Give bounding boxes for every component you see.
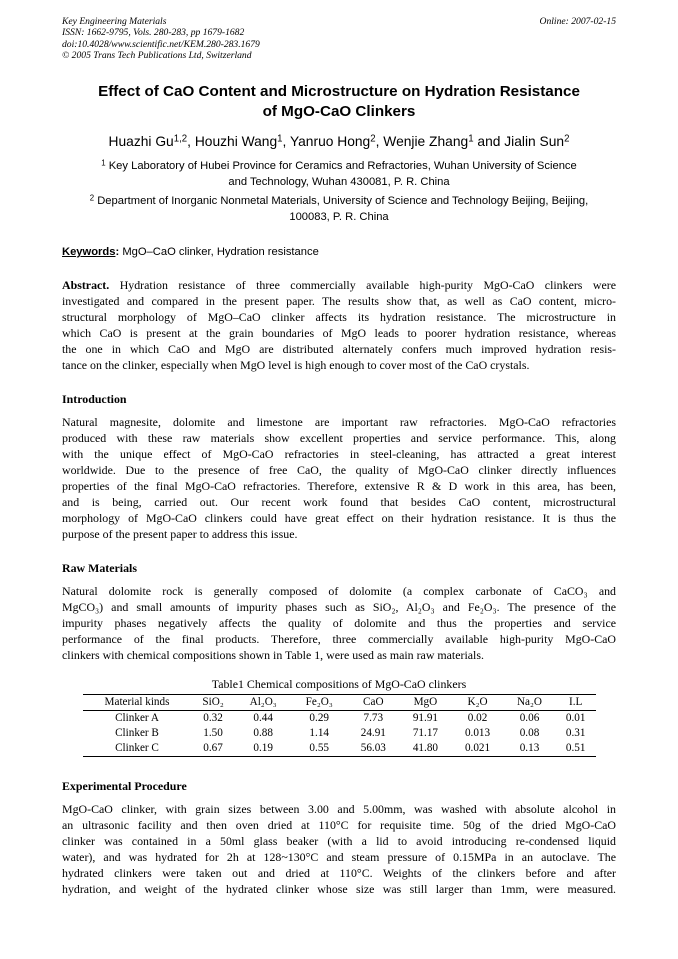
table-row: Clinker B 1.50 0.88 1.14 24.91 71.17 0.013 0.08 0.31: [115, 727, 586, 739]
copyright-line: © 2005 Trans Tech Publications Ltd, Switzerland: [62, 50, 252, 62]
column-header: Al₂O₃: [235, 695, 291, 711]
table-header-row: [83, 695, 596, 711]
affiliation-1: $^1$ Key Laboratory of Hubei Province for Ceramics and Refractories, Wuhan University of Science and Technology, Wuhan 430081, P. R. China: [101, 158, 577, 188]
keywords-text: MgO–CaO clinker, Hydration resistance: [122, 246, 319, 258]
abstract-line: structural morphology of MgO–CaO clinker affects its hydration resistance. The microstructure in: [62, 310, 616, 324]
column-header: I.L: [555, 695, 596, 711]
author: Jialin Sun$^2$: [504, 133, 570, 149]
journal-header: [62, 16, 260, 62]
table-row: Clinker C 0.67 0.19 0.55 56.03 41.80 0.021 0.13 0.51: [83, 741, 596, 757]
title-line-2: of MgO-CaO Clinkers: [262, 103, 416, 120]
author: Wenjie Zhang$^1$ and: [383, 133, 505, 149]
abstract-line: which CaO is present at the grain boundaries of MgO leads to poorer hydration resistance, whereas: [62, 326, 616, 340]
introduction-paragraph: Natural magnesite, dolomite and limestone are important raw refractories. MgO-CaO refractories produced with these raw materials show excellent properties and service performance. This, along with the unique effect of MgO-CaO refractories in steel-cleaning, has attracted a great interest worldwide. Due to the presence of free CaO, the quality of MgO-CaO clinker directly influences properties of the final MgO-CaO refractories. Therefore, extensive R & D work in this area, has been, and is being, carried out. Our recent work found that besides CaO content, microstructural morphology of MgO-CaO clinkers could have great effect on their hydration resistance. It is thus the purpose of the present paper to address this issue.: [62, 415, 616, 541]
column-header: K₂O: [451, 695, 503, 711]
column-header: Material kinds: [83, 695, 191, 711]
abstract-line: tance on the clinker, especially when MgO level is high enough to cover most of the CaO crystals.: [62, 358, 530, 372]
table-row: Clinker A 0.32 0.44 0.29 7.73 91.91 0.02 0.06 0.01: [115, 712, 586, 724]
raw-materials-paragraph: Natural dolomite rock is generally composed of dolomite (a complex carbonate of CaCO₃ and MgCO₃) and small amounts of impurity phases such as SiO₂, Al₂O₃ and Fe₂O₃. The presence of the impurity phases negatively affects the quality of dolomite and thus the properties and service performance of the final products. Therefore, three commercially available high-purity MgO-CaO clinkers with chemical compositions shown in Table 1, were used as main raw materials.: [62, 584, 616, 662]
experimental-paragraph: MgO-CaO clinker, with grain sizes between 3.00 and 5.00mm, was washed with absolute alcohol in an ultrasonic facility and then oven dried at 110°C for requisite time. 50g of the dried MgO-CaO clinker was contained in a 50ml glass beaker (with a lid to avoid introducing re-condensed liquid water), and was hydrated for 2h at 128~130°C and steam pressure of 0.15MPa in an autoclave. The hydrated clinkers were taken out and dried at 110°C. Weights of the clinkers before and after hydration, and weight of the hydrated clinker whose size was still larger than 1mm, were measured.: [62, 802, 616, 896]
author: Yanruo Hong$^2$,: [289, 133, 384, 149]
section-heading-experimental: Experimental Procedure: [62, 779, 187, 793]
column-header: Fe₂O₃: [291, 695, 347, 711]
section-heading-introduction: Introduction: [62, 392, 127, 406]
column-header: MgO: [399, 695, 451, 711]
title-line-1: Effect of CaO Content and Microstructure on Hydration Resistance: [98, 83, 580, 100]
online-date: Online: 2007-02-15: [539, 16, 616, 27]
abstract-line: the one in which CaO and MgO are distributed alternately confers much improved hydration resis-: [62, 342, 616, 356]
table-caption: Table1 Chemical compositions of MgO-CaO clinkers: [211, 677, 467, 691]
chemical-composition-table: [83, 694, 596, 757]
author: Houzhi Wang$^1$,: [194, 133, 290, 149]
abstract: Abstract. Hydration resistance of three commercially available high-purity MgO-CaO clinkers were investigated and compared in the present paper. The results show that, as well as CaO content, micro- structural morphology of MgO–CaO clinker affects its hydration resistance. The microstructure in which CaO is present at the grain boundaries of MgO leads to poorer hydration resistance, whereas the one in which CaO and MgO are distributed alternately confers much improved hydration resis- tance on the clinker, especially when MgO level is high enough to cover most of the CaO crystals.: [62, 278, 616, 372]
abstract-line: investigated and compared in the present paper. The results show that, as well as CaO content, micro-: [62, 294, 616, 308]
issn-line: ISSN: 1662-9795, Vols. 280-283, pp 1679-1682: [62, 27, 245, 39]
column-header: CaO: [347, 695, 399, 711]
paper-title: [62, 82, 616, 122]
column-header: SiO₂: [191, 695, 235, 711]
keywords: Keywords: MgO–CaO clinker, Hydration resistance: [62, 246, 319, 258]
author: Huazhi Gu$^{1,2}$,: [108, 133, 195, 149]
doi-line[interactable]: doi:10.4028/www.scientific.net/KEM.280-283.1679: [62, 38, 260, 50]
abstract-label: Abstract.: [62, 278, 110, 292]
affiliation-2: $^2$ Department of Inorganic Nonmetal Materials, University of Science and Technology Beijing, Beijing, 100083, P. R. China: [89, 193, 589, 223]
keywords-label: Keywords: [62, 246, 116, 258]
journal-name: Key Engineering Materials: [62, 16, 167, 27]
section-heading-raw-materials: Raw Materials: [62, 561, 137, 575]
author-list: [62, 133, 616, 151]
column-header: Na₂O: [504, 695, 556, 711]
